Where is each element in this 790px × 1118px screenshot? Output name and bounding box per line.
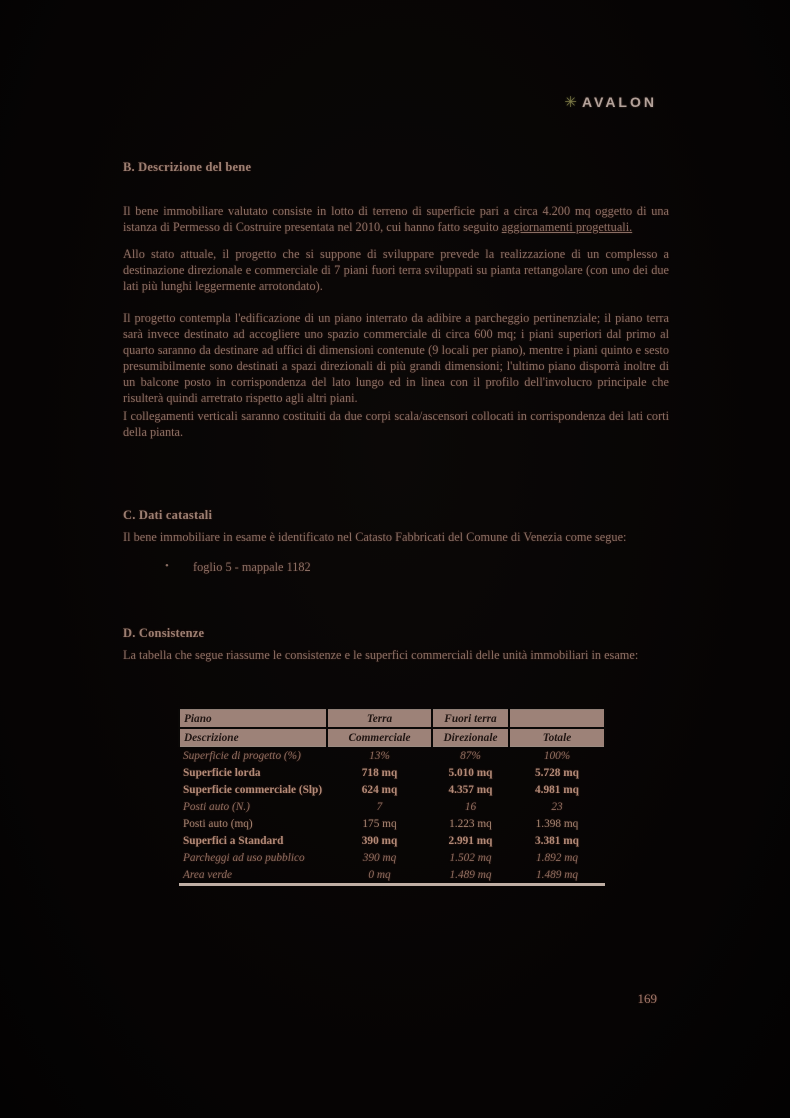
paragraph-text: Il bene immobiliare valutato consiste in lotto di terreno di superficie pari a circa 4.200 mq oggetto di una istanza di Permesso di Costruire presentata nel 2010, cui hanno fatto seguito (123, 204, 669, 234)
header-empty (509, 710, 605, 729)
row-label: Superficie lorda (183, 766, 261, 779)
bullet-text: foglio 5 - mappale 1182 (193, 560, 311, 574)
row-label: Posti auto (N.) (183, 800, 250, 813)
header-piano: Piano (179, 710, 327, 729)
bullet-marker: • (165, 560, 169, 572)
cadastral-intro: Il bene immobiliare in esame è identificato nel Catasto Fabbricati del Comune di Venezia come segue: (123, 530, 627, 544)
cell-commerciale: 624 mq (361, 783, 398, 796)
row-label: Posti auto (mq) (183, 817, 253, 830)
star-icon: ✳ (564, 93, 577, 111)
consistency-table (178, 709, 606, 886)
row-label: Area verde (179, 866, 327, 885)
cell-commerciale: 718 mq (361, 766, 398, 779)
table-row (179, 832, 605, 849)
cell-totale: 23 (551, 800, 563, 813)
cell-direzionale: 1.502 mq (449, 851, 492, 864)
cell-totale: 4.981 mq (535, 783, 579, 796)
header-terra: Terra (327, 710, 432, 729)
cell-direzionale: 1.223 mq (449, 817, 492, 830)
header-totale: Totale (509, 728, 605, 747)
header-direzionale: Direzionale (432, 728, 509, 747)
consistency-intro: La tabella che segue riassume le consistenze e le superfici commerciali delle unità immobiliari in esame: (123, 648, 639, 662)
cell-commerciale: 7 (376, 800, 383, 813)
underlined-text: aggiornamenti progettuali. (501, 220, 633, 234)
cell-commerciale: 390 mq (362, 851, 397, 864)
paragraph-vertical-links: I collegamenti verticali saranno costituiti da due corpi scala/ascensori collocati in corrispondenza dei lati corti della pianta. (123, 409, 669, 439)
cell-totale: 1.489 mq (509, 866, 605, 885)
cell-commerciale: 390 mq (361, 834, 398, 847)
cell-commerciale: 13% (369, 749, 390, 762)
section-b-heading: B. Descrizione del bene (123, 160, 252, 174)
table-header-row-2 (179, 728, 605, 747)
table-row (179, 815, 605, 832)
cell-direzionale: 4.357 mq (448, 783, 493, 796)
cell-commerciale: 0 mq (327, 866, 432, 885)
cell-totale: 1.892 mq (535, 851, 579, 864)
cell-totale: 100% (543, 749, 571, 762)
table-header-row-1 (179, 710, 605, 729)
brand-name: AVALON (581, 94, 657, 110)
cell-direzionale: 2.991 mq (448, 834, 493, 847)
row-label: Superficie di progetto (%) (183, 749, 301, 762)
section-d-heading: D. Consistenze (123, 626, 205, 640)
table-row (179, 781, 605, 798)
cell-direzionale: 5.010 mq (448, 766, 493, 779)
cell-totale: 3.381 mq (535, 834, 579, 847)
cell-totale: 5.728 mq (535, 766, 579, 779)
section-c-heading: C. Dati catastali (123, 508, 213, 522)
paragraph-floors-description: Il progetto contempla l'edificazione di un piano interrato da adibire a parcheggio pertinenziale; il piano terra sarà invece destinato ad accogliere uno spazio commerciale di circa 600 mq; i piani superiori dal primo al quarto saranno da destinare ad uffici di dimensioni contenute (9 locali per piano), mentre i piani quinto e sesto presumibilmente sono destinati a spazi direzionali di più grandi dimensioni; l'ultimo piano disporrà inoltre di un balcone posto in corrispondenza del lato lungo ed in linea con il profilo dell'involucro principale che risulterà quindi arretrato rispetto agli altri piani. (123, 311, 669, 405)
paragraph-project-status: Allo stato attuale, il progetto che si suppone di sviluppare prevede la realizzazione di un complesso a destinazione direzionale e commerciale di 7 piani fuori terra sviluppati su pianta rettangolare (con uno dei due lati più lunghi leggermente arrotondato). (123, 247, 669, 293)
avalon-logo (564, 94, 657, 110)
row-label: Superfici a Standard (183, 834, 284, 847)
row-label: Parcheggi ad uso pubblico (183, 851, 305, 864)
cadastral-bullet-item (123, 560, 669, 575)
cell-direzionale: 1.489 mq (432, 866, 509, 885)
table-row (179, 849, 605, 866)
header-fuori-terra: Fuori terra (432, 710, 509, 729)
table-row (179, 866, 605, 885)
table-row (179, 747, 605, 765)
header-descrizione: Descrizione (179, 728, 327, 747)
table-row (179, 764, 605, 781)
row-label: Superficie commerciale (Slp) (183, 783, 323, 796)
table-row (179, 798, 605, 815)
page-number: 169 (637, 991, 657, 1006)
cell-commerciale: 175 mq (362, 817, 397, 830)
cell-direzionale: 87% (460, 749, 481, 762)
paragraph-lot-description (123, 203, 669, 235)
cell-totale: 1.398 mq (535, 817, 579, 830)
cell-direzionale: 16 (464, 800, 477, 813)
header-commerciale: Commerciale (327, 728, 432, 747)
